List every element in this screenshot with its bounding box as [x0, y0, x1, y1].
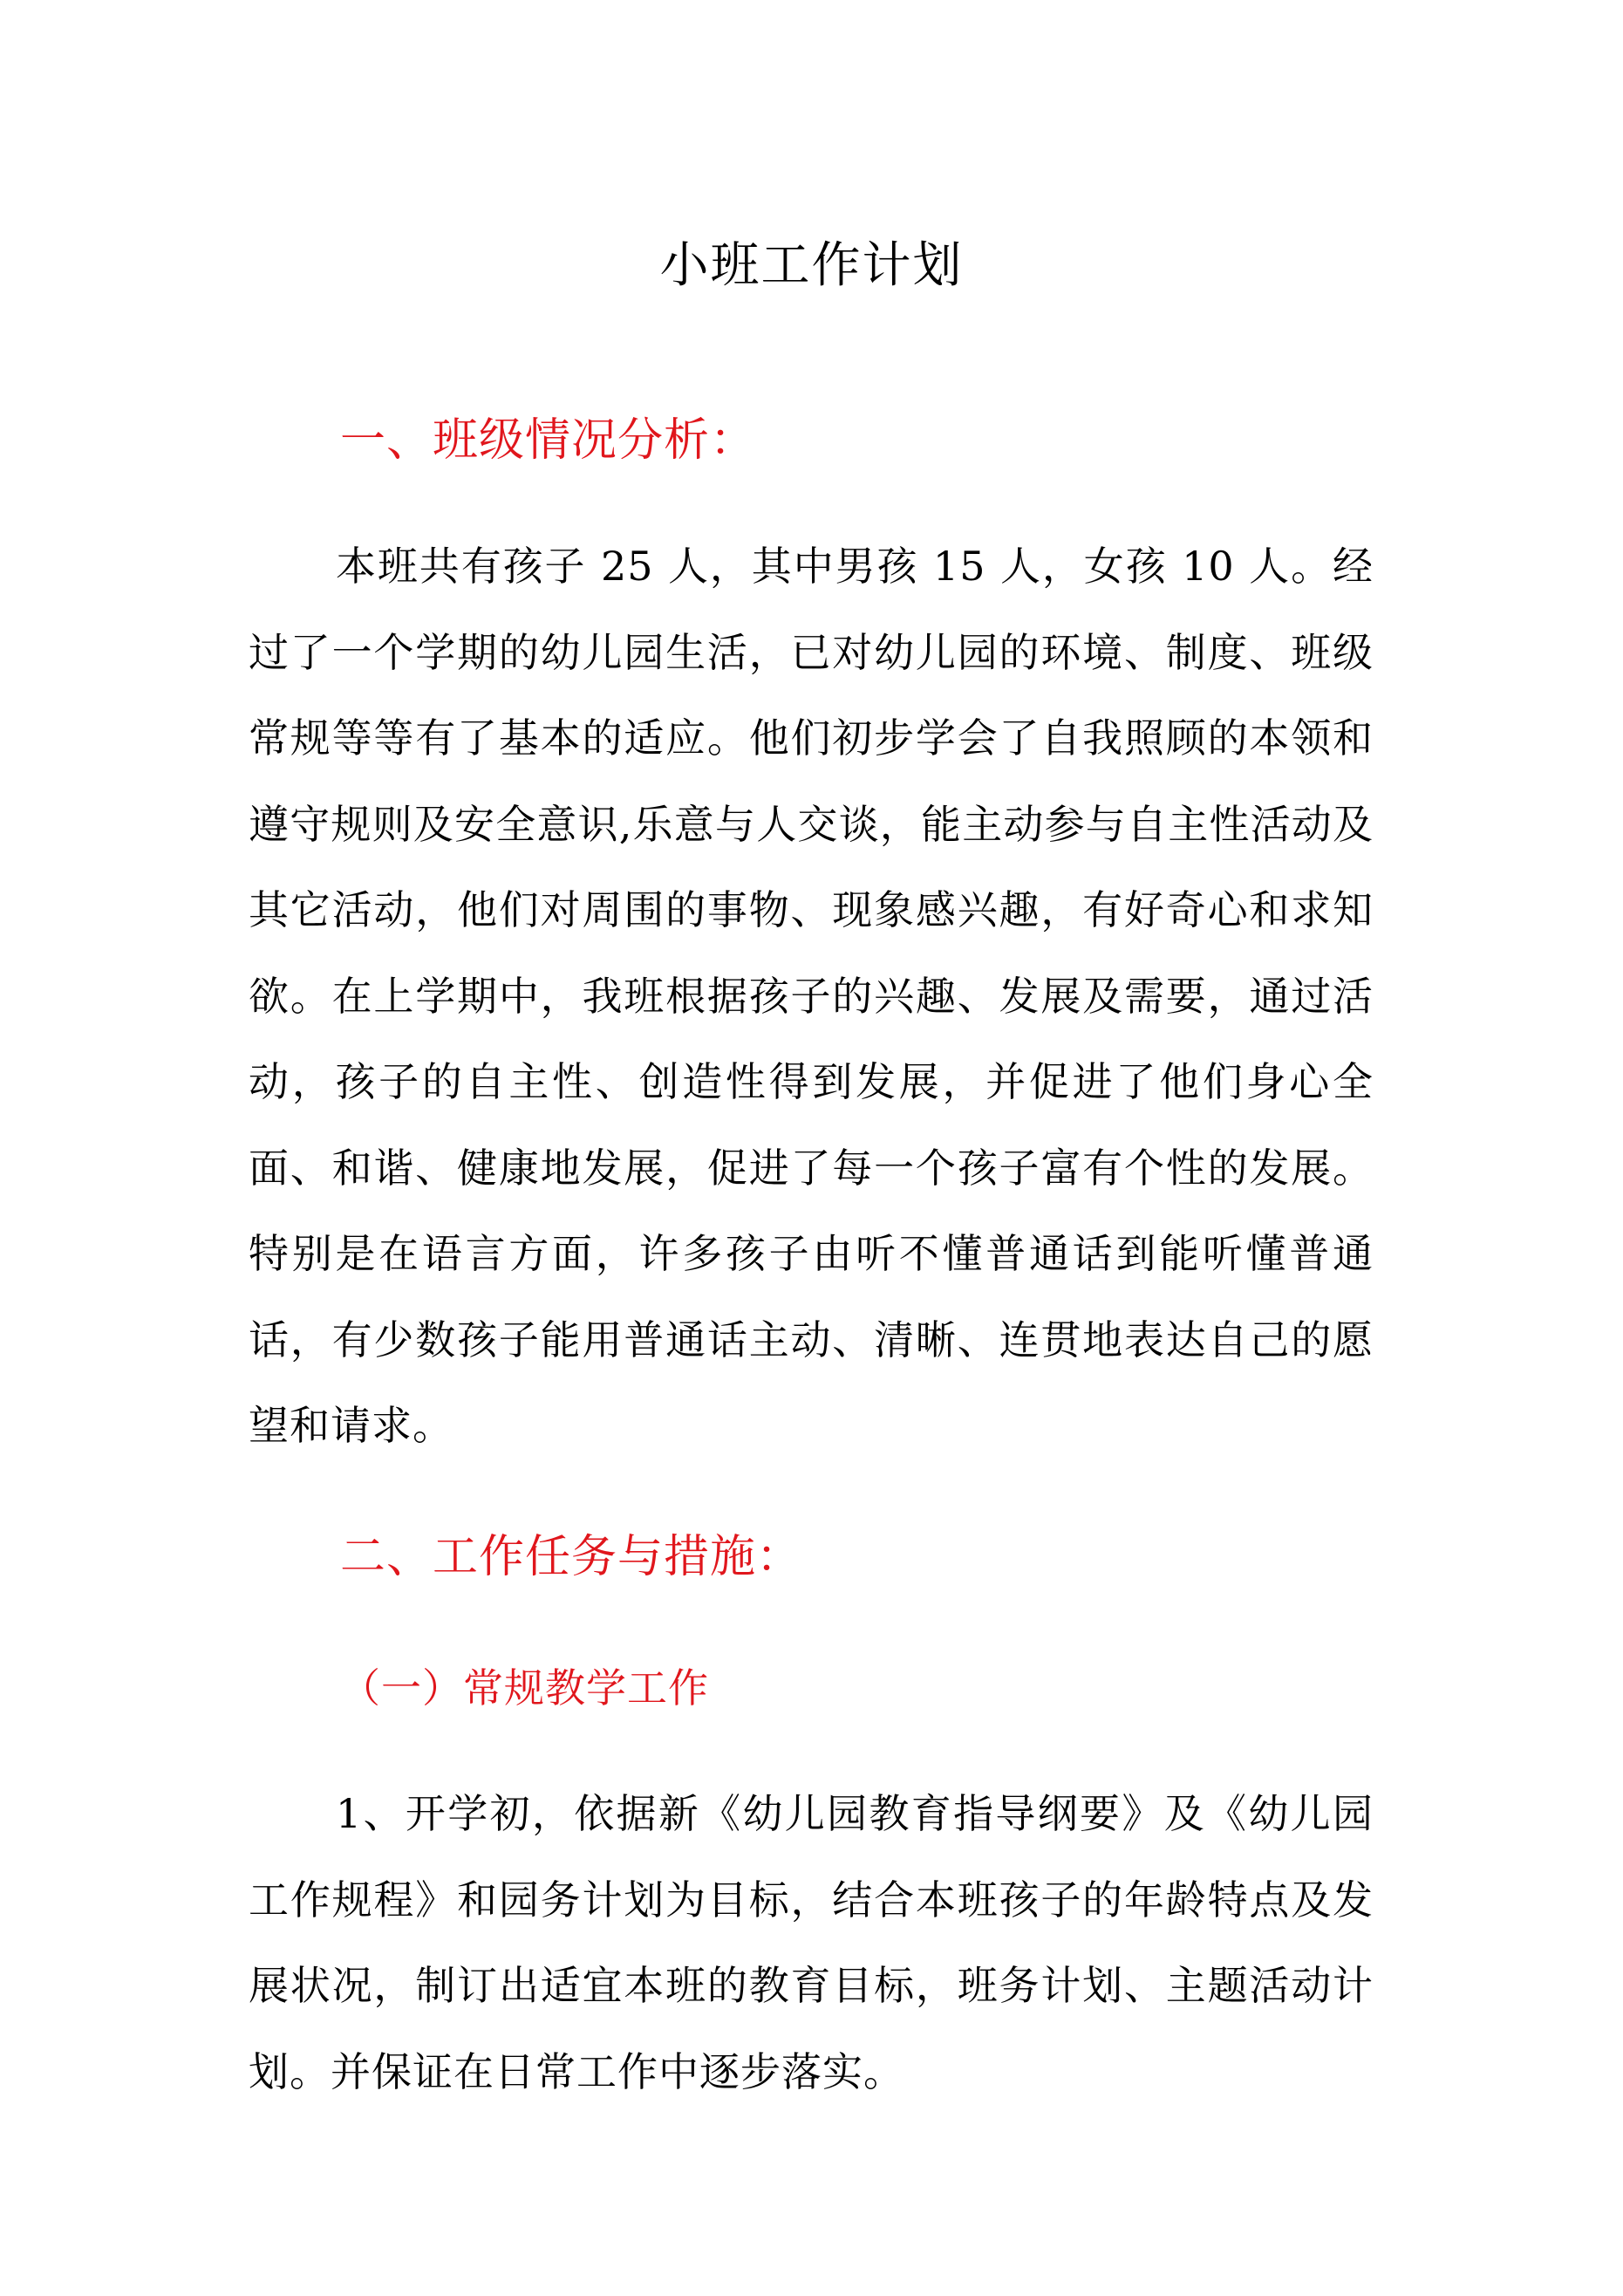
routine-teaching-paragraph: 1、开学初，依据新《幼儿园教育指导纲要》及《幼儿园工作规程》和园务计划为目标，结合本班孩子的年龄特点及发展状况，制订出适宜本班的教育目标，班务计划、主题活动计划。并保证在日常工作中逐步落实。 [249, 1790, 1374, 2095]
class-analysis-paragraph: 本班共有孩子 25 人，其中男孩 15 人，女孩 10 人。经过了一个学期的幼儿园生活，已对幼儿园的环境、制度、班级常规等等有了基本的适应。他们初步学会了自我照顾的本领和遵守规则及安全意识,乐意与人交谈，能主动参与自主性活动及其它活动，他们对周围的事物、现象感兴趣，有好奇心和求知欲。在上学期中，我班根据孩子的兴趣、发展及需要，通过活动，孩子的自主性、创造性得到发展，并促进了他们身心全面、和谐、健康地发展，促进了每一个孩子富有个性的发展。特别是在语言方面，许多孩子由听不懂普通话到能听懂普通话，有少数孩子能用普通话主动、清晰、连贯地表达自己的愿望和请求。 [249, 543, 1374, 1449]
document-title: 小班工作计划 [659, 237, 964, 294]
section-heading-tasks-measures: 二、工作任务与措施： [340, 1531, 803, 1583]
section-heading-class-analysis: 一、班级情况分析： [340, 414, 757, 467]
subsection-heading-routine-teaching: （一）常规教学工作 [340, 1664, 709, 1712]
